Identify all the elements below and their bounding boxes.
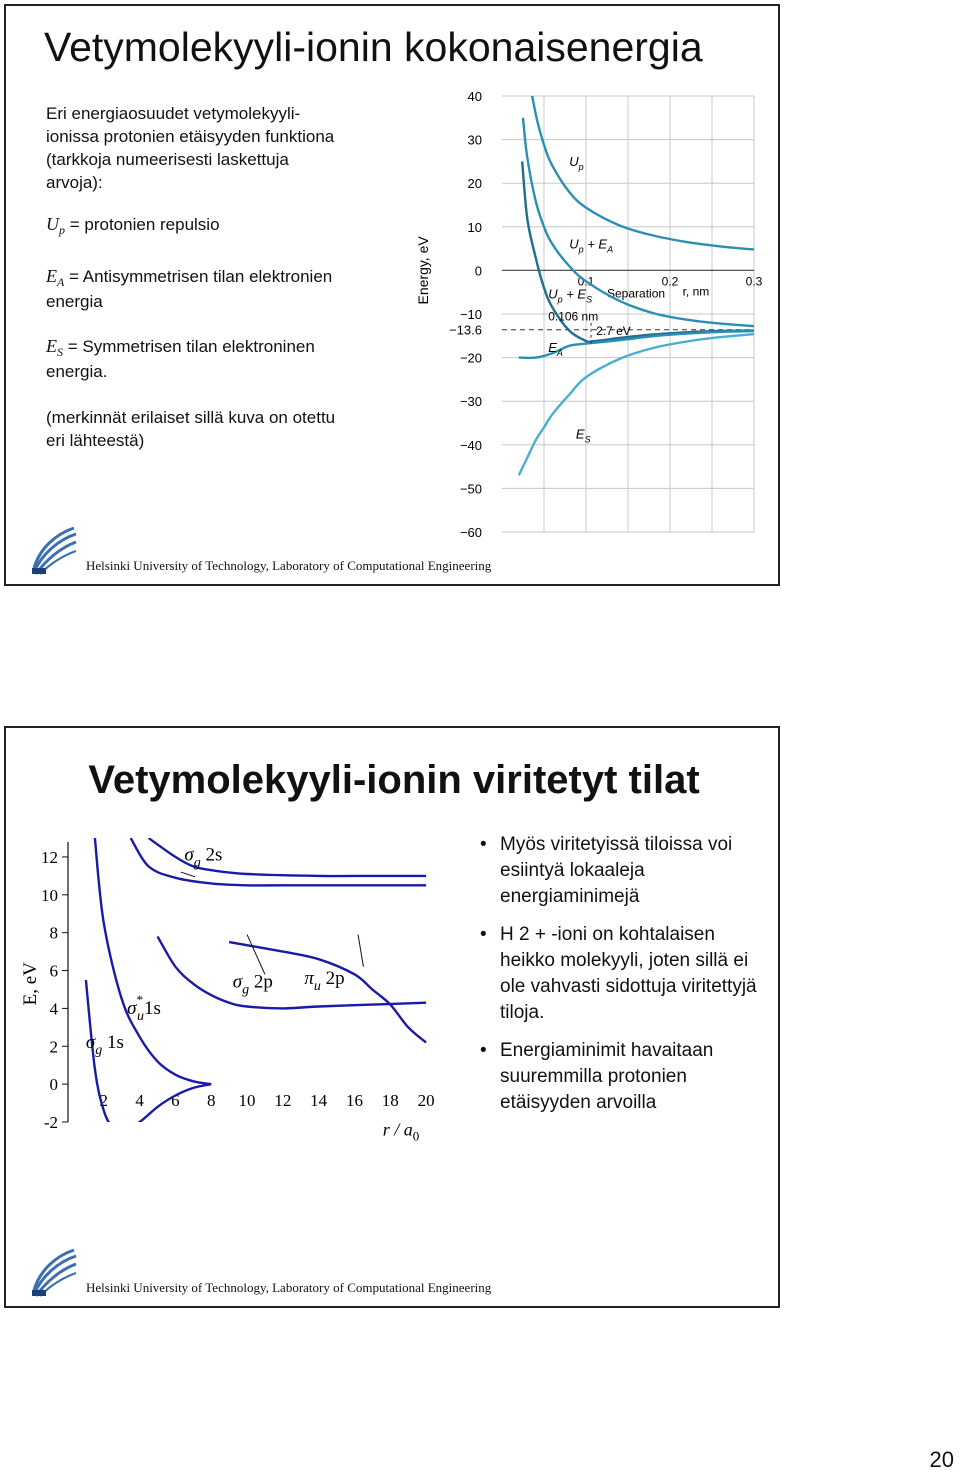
- y-tick-label: 2: [49, 1037, 58, 1057]
- label-sub: g: [242, 982, 250, 998]
- label-rest: 2s: [200, 844, 223, 866]
- footer-text: Helsinki University of Technology, Laboratory of Computational Engineering: [86, 558, 492, 573]
- y-tick-label: −50: [459, 481, 482, 497]
- label-rest: + E: [583, 236, 608, 252]
- y-tick-label: 20: [467, 176, 482, 192]
- series-label-up-ea: [569, 237, 613, 255]
- y-axis-label: Energy, eV: [415, 236, 431, 305]
- slide-total-energy: [4, 4, 780, 586]
- series-line: [131, 838, 426, 885]
- series-label-up-es: [548, 287, 592, 305]
- y-tick-label: 12: [41, 847, 58, 867]
- y-tick-label: 10: [467, 219, 482, 235]
- x-tick-label: 16: [345, 1091, 363, 1111]
- def-es-text: = Symmetrisen tilan elektroninen energia.: [46, 337, 315, 381]
- slide-excited-states: [4, 726, 780, 1308]
- series-label-sg2p: [233, 972, 273, 998]
- label-sub: p: [557, 294, 563, 305]
- label-main: E: [575, 426, 585, 442]
- bullet-item: • Energiaminimit havaitaan suuremmilla protonien etäisyyden arvoilla: [478, 1038, 768, 1116]
- def-ea: [46, 265, 366, 313]
- x-axis-label-rest: / a: [389, 1119, 413, 1140]
- page-number: 20: [929, 1447, 954, 1472]
- label-rest: + E: [562, 286, 587, 302]
- series-label-up: [569, 154, 583, 172]
- label-symbol: σ: [127, 998, 137, 1020]
- hut-logo-icon: [30, 524, 78, 576]
- x-tick-label: 0.2: [661, 274, 679, 289]
- label-sub: g: [95, 1043, 103, 1059]
- y-axis-label: E, eV: [20, 962, 41, 1006]
- label-sub: u: [313, 978, 321, 994]
- y-tick-label: 0: [49, 1075, 58, 1095]
- label-sub: S: [586, 294, 593, 305]
- label-main: E: [548, 339, 557, 355]
- x-tick-label: 0.3: [745, 274, 763, 289]
- y-tick-label: −10: [459, 307, 482, 322]
- slide-title: Vetymolekyyli-ionin kokonaisenergia: [44, 24, 703, 70]
- annotation-depth: 2.7 eV: [596, 323, 631, 338]
- series-line: [158, 937, 427, 1009]
- label-main: U: [548, 286, 558, 302]
- x-tick-label: 2: [99, 1091, 109, 1111]
- energy-separation-chart: [406, 82, 763, 542]
- label-sub: p: [578, 244, 584, 255]
- x-tick-label: 4: [135, 1091, 144, 1111]
- x-axis-caption: Separation: [607, 286, 666, 301]
- bullet-item: • Myös viritetyissä tiloissa voi esiintyä lokaaleja energiaminimejä: [478, 832, 768, 910]
- series-line: [519, 334, 754, 475]
- def-up-symbol: U: [46, 214, 59, 234]
- y-tick-label: 30: [467, 132, 482, 148]
- x-tick-label: 0.1: [577, 274, 595, 289]
- y-tick-label: 4: [49, 999, 58, 1019]
- label-sub: A: [556, 347, 563, 358]
- label-rest: 2p: [249, 971, 273, 993]
- def-es: [46, 335, 376, 383]
- label-sub: u: [136, 1009, 144, 1025]
- def-es-symbol: E: [46, 336, 57, 356]
- def-ea-symbol: E: [46, 266, 57, 286]
- excited-states-chart: [16, 832, 466, 1144]
- label-sub: g: [193, 855, 201, 871]
- label-symbol: σ: [85, 1032, 96, 1054]
- annotation-arrow: [247, 935, 265, 975]
- y-tick-label: 10: [41, 885, 58, 905]
- x-tick-label: 6: [171, 1091, 180, 1111]
- note-text: (merkinnät erilaiset sillä kuva on otettu eri lähteestä): [46, 408, 336, 450]
- bullet-list: [478, 832, 768, 1128]
- label-symbol: σ: [232, 971, 243, 993]
- label-sub: p: [578, 161, 584, 172]
- y-tick-label: −30: [459, 394, 482, 410]
- def-ea-sub: A: [57, 275, 65, 289]
- series-label-sg2s: [184, 845, 222, 871]
- hut-logo-icon: [30, 1246, 78, 1298]
- x-tick-label: 10: [238, 1091, 256, 1111]
- x-tick-label: 14: [310, 1091, 328, 1111]
- def-ea-text: = Antisymmetrisen tilan elektronien energia: [46, 267, 333, 311]
- label-symbol: π: [304, 967, 314, 989]
- def-up-text: = protonien repulsio: [69, 215, 220, 234]
- series-label-sg1s: [86, 1032, 124, 1058]
- label-sub: S: [584, 434, 591, 445]
- y-tick-label: −40: [459, 437, 482, 453]
- y-tick-label: −13.6: [449, 322, 482, 338]
- label-main: U: [569, 153, 579, 169]
- label-rest: 2p: [320, 967, 345, 989]
- label-sub: A: [607, 244, 614, 255]
- x-axis-label: r, nm: [682, 284, 710, 299]
- y-tick-label: −20: [459, 350, 482, 366]
- series-label-su1s: [127, 992, 161, 1024]
- x-tick-label: 18: [381, 1091, 399, 1111]
- x-axis-label: [383, 1119, 420, 1143]
- series-label-ea: [548, 340, 563, 358]
- footer-text: Helsinki University of Technology, Laboratory of Computational Engineering: [86, 1280, 492, 1295]
- slide-title: Vetymolekyyli-ionin viritetyt tilat: [88, 758, 700, 802]
- y-tick-label: 6: [49, 961, 58, 981]
- def-up: [46, 213, 366, 238]
- x-axis-label-sub: 0: [412, 1128, 420, 1144]
- y-tick-label: 0: [474, 263, 482, 279]
- x-tick-label: 20: [417, 1091, 435, 1111]
- annotation-arrow: [358, 935, 363, 967]
- bullet-item: • H 2 + -ioni on kohtalaisen heikko molekyyli, joten sillä ei ole vahvasti sidottuja viritettyjä tiloja.: [478, 922, 768, 1026]
- label-rest: 1s: [143, 998, 161, 1020]
- annotation-arrow: [181, 872, 195, 877]
- label-symbol: σ: [184, 844, 194, 866]
- series-label-pu2p: [304, 968, 344, 994]
- x-tick-label: 8: [206, 1091, 216, 1111]
- intro-text: Eri energiaosuudet vetymolekyyli-ionissa protonien etäisyyden funktiona (tarkkoja numeerisesti laskettuja arvoja):: [46, 104, 335, 192]
- x-axis-label-main: r: [382, 1119, 390, 1140]
- x-tick-label: 12: [274, 1091, 292, 1111]
- def-up-sub: p: [59, 223, 65, 237]
- series-label-es: [576, 426, 591, 444]
- y-tick-label: 8: [49, 923, 58, 943]
- y-tick-label: -2: [43, 1113, 58, 1132]
- y-tick-label: −60: [459, 525, 482, 540]
- label-rest: 1s: [102, 1032, 124, 1054]
- def-es-sub: S: [57, 345, 63, 359]
- label-sup: *: [136, 992, 143, 1008]
- y-tick-label: 40: [467, 89, 482, 104]
- annotation-min-r: 0.106 nm: [548, 309, 599, 324]
- label-main: U: [569, 236, 579, 252]
